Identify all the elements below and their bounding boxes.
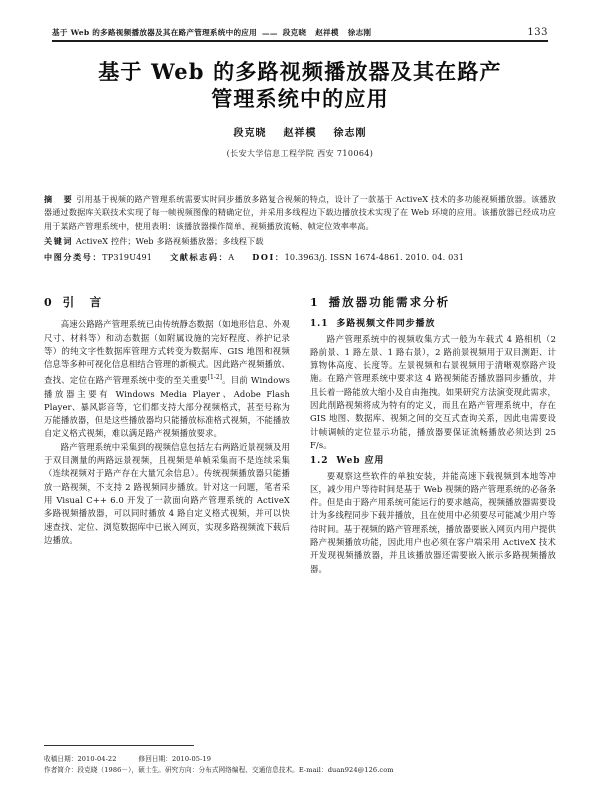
- title-block: [52, 58, 548, 159]
- body-columns: [44, 296, 556, 724]
- right-paragraph-1: 路产管理系统中的视频收集方式一般为车载式 4 路相机（2 路前景、1 路左景、1 路右景），2 路前景视频用于双目测距、计算物体高度、长度等。左景视频和右景视频用于清晰观察路产设施。在路产管理系统中要求这 4 路视频能否播放器同步播放，并且长着一路能放大缩小及自由拖拽。如果研究方法演变现此需求，因此削路视频将成为特有的定义，而且在路产管理系统中，存在 GIS 地图、数据库、视频之间的交互式查询关系，因此电需要设计帧调帧的定位显示功能，播放器要保证流畅播放必须达到 25 F/s。: [310, 333, 556, 450]
- subsection-heading-1-1: [310, 318, 556, 331]
- left-paragraph-1-tail: 。目前 Windows 播放器主要有 Windows Media Player、Adobe Flash Player、暴风影音等，它们都支持大部分视频格式，甚至号称为万能播放器，但是这些播放器均只能播放标准格式视频，不能播放自定义格式视频，难以满足路产视频播放要求。: [44, 375, 290, 439]
- subsection-1-2-number: 1.2: [310, 456, 329, 467]
- author-3: 徐志刚: [333, 128, 367, 139]
- affiliation: (长安大学信息工程学院 西安 710064): [226, 149, 374, 158]
- author-1: 段克晓: [233, 128, 267, 139]
- subsection-1-1-number: 1.1: [310, 319, 329, 330]
- bio-text: 段克晓（1986－），硕士生。研究方向：分布式网络编程、交通信息技术。E-mail：duan924@126.com: [77, 766, 394, 774]
- subsection-1-1-title: 多路视频文件同步播放: [336, 319, 436, 330]
- abstract-label: 摘 要: [44, 194, 74, 204]
- section-heading-1: [310, 296, 556, 309]
- subsection-1-2-title: Web 应用: [336, 456, 385, 467]
- abstract-paragraph: [44, 193, 556, 233]
- footnote-block: [44, 754, 556, 776]
- page-title: [52, 58, 548, 112]
- page-number: 133: [527, 27, 548, 38]
- author-list: [52, 124, 548, 139]
- left-paragraph-1: [44, 318, 290, 440]
- clc-number: [44, 251, 152, 264]
- doi-label: DOI：: [252, 251, 285, 262]
- page-title-line-1: 基于 Web 的多路视频播放器及其在路产: [98, 59, 502, 84]
- document-code: [170, 251, 234, 264]
- section-1-title: 播放器功能需求分析: [328, 295, 451, 309]
- keywords-paragraph: [44, 235, 556, 248]
- footnote-bio: [44, 765, 556, 776]
- footnote-dates: [44, 754, 556, 765]
- received-label: 收稿日期：: [44, 755, 78, 763]
- author-2: 赵祥模: [283, 128, 317, 139]
- keywords-label: 关键词: [44, 236, 74, 247]
- clc-value: TP319U491: [102, 251, 153, 262]
- footnote-rule: [44, 745, 194, 746]
- right-column: [310, 296, 556, 724]
- running-head-author-3: 徐志刚: [347, 28, 372, 37]
- document-code-value: A: [228, 251, 235, 262]
- running-head-dash: ——: [262, 29, 278, 38]
- abstract-text: 引用基于视频的路产管理系统需要实时同步播放多路复合视频的特点，设计了一款基于 ActiveX 技术的多功能视频播放器。该播放器通过数据库关联技术实现了每一帧视频图像的精确定位，并采用多线程边下载边播放技术实现了在 Web 环境的应用。该播放器已经成功应用于某路产管理系统中，使用表明：该播放器操作简单、视频播放流畅、帧定位效率率高。: [44, 194, 556, 231]
- section-1-number: 1: [310, 296, 320, 309]
- meta-line: [44, 251, 556, 264]
- doi: [252, 251, 464, 264]
- bio-label: 作者简介：: [44, 766, 78, 774]
- running-head-title: 基于 Web 的多路视频播放器及其在路产管理系统中的应用: [52, 28, 257, 37]
- running-head-left: [52, 27, 371, 38]
- doi-value: 10.3963/j. ISSN 1674-4861. 2010. 04. 031: [284, 251, 464, 262]
- revised-label: 修回日期：: [138, 755, 172, 763]
- running-head-author-2: 赵祥模: [315, 28, 339, 37]
- abstract-block: [44, 193, 556, 264]
- page-title-line-2: 管理系统中的应用: [211, 86, 389, 111]
- section-0-title: 引 言: [62, 295, 104, 309]
- running-head-author-1: 段克晓: [282, 28, 307, 37]
- section-heading-0: [44, 296, 290, 309]
- subsection-heading-1-2: [310, 455, 556, 468]
- running-head-authors: [283, 27, 372, 38]
- left-column: [44, 296, 290, 724]
- running-head: [52, 22, 548, 38]
- header-rule: [52, 40, 548, 42]
- citation-superscript: [1-2]: [207, 374, 223, 382]
- received-date: 2010-04-22: [77, 755, 117, 763]
- document-code-label: 文献标志码：: [170, 251, 229, 262]
- section-0-number: 0: [44, 296, 54, 309]
- left-paragraph-1-text: 高速公路路产管理系统已由传统静态数据（如地形信息、外观尺寸、材料等）和动态数据（如附属设施的完好程度、养护记录等）的纯文字性数据库管理方式转变为数据库、GIS 地图和视频信息等多种可视化信息相结合管理的新模式。因此路产视频播放、查找、定位在路产管理系统中变的至关重要: [44, 319, 290, 386]
- revised-date: 2010-05-19: [171, 755, 211, 763]
- right-paragraph-2: 要观察这些软件的单独安装，并能高速下载视频到本地等冲区，减少用户等待时间是基于 Web 视频的路产管理系统的必备条件。但是由于路产用系统可能运行的要求越高，视频播放器需要设计为多线程同步下载并播放，且在使用中必须要尽可能减少用户等待时间。基于视频的路产管理系统，播放器要嵌入网页内用户提供路产视频播放功能，因此用户也必须在客户端采用 ActiveX 技术开发现视频播放器，并且该播放器还需要嵌入嵌示多路视频播放器。: [310, 470, 556, 574]
- clc-label: 中图分类号：: [44, 251, 103, 262]
- keywords-text: ActiveX 控件；Web 多路视频播放器；多线程下载: [75, 236, 264, 247]
- left-paragraph-2: 路产管理系统中采集到的视频信息包括左右两路近景视频及用于双目测量的两路远景视频，且视频是单帧采集而不是连续采集（连续视频对于路产存在大量冗余信息）。传统视频播放器只能播放一路视频，不支持 2 路视频同步播放。针对这一问题，笔者采用 Visual C++ 6.0 开发了一款面向路产管理系统的 ActiveX 多路视频播放器，可以同时播放 4 路自定义格式视频，并可以快速查找、定位、浏览数据库中已嵌入网页，实现多路视频流下载后边播放。: [44, 441, 290, 545]
